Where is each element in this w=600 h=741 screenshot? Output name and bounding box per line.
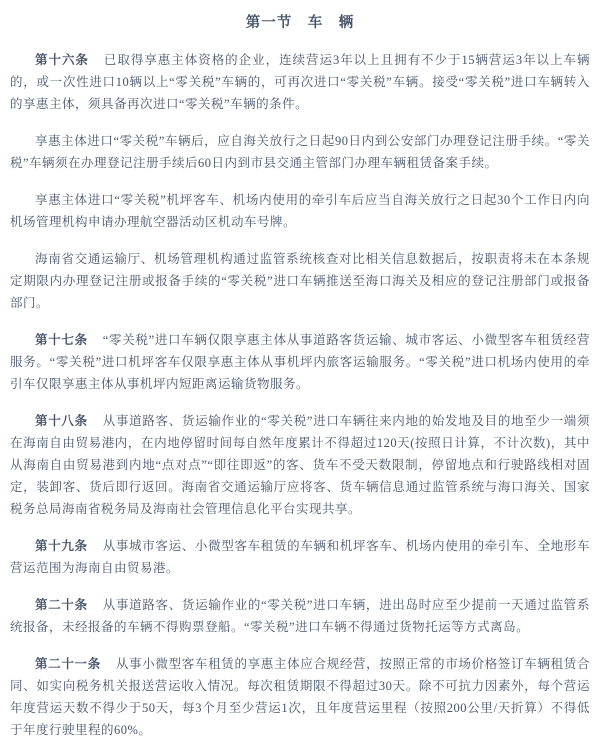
article-19-text: 从事城市客运、小微型客车租赁的车辆和机坪客车、机场内使用的牵引车、全地形车营运范围为海南自由贸易港。 <box>10 539 590 575</box>
document-page <box>0 12 600 737</box>
article-16-supervision-text: 海南省交通运输厅、机场管理机构通过监管系统核查对比相关信息数据后，按职责将未在本条规定期限内办理登记注册或报备手续的“零关税”进口车辆推送至海口海关及相应的登记注册部门或报备部门。 <box>10 252 590 310</box>
paragraph-article-16-registration <box>10 130 590 174</box>
section-title: 第一节 车 辆 <box>245 15 355 31</box>
article-17-label: 第十七条 <box>35 333 88 347</box>
paragraph-article-19 <box>10 535 590 579</box>
article-16-registration-text: 享惠主体进口“零关税”车辆后，应自海关放行之日起90日内到公安部门办理登记注册手续。“零关税”车辆须在办理登记注册手续后60日内到市县交通主管部门办理车辆租赁备案手续。 <box>10 134 590 170</box>
article-20-label: 第二十条 <box>35 598 88 612</box>
article-20-text: 从事道路客、货运输作业的“零关税”进口车辆，进出岛时应至少提前一天通过监管系统报备，未经报备的车辆不得购票登船。“零关税”进口车辆不得通过货物托运等方式离岛。 <box>10 598 590 634</box>
paragraph-article-20 <box>10 594 590 638</box>
article-18-label: 第十八条 <box>35 414 88 428</box>
paragraph-article-16 <box>10 49 590 115</box>
article-16-label: 第十六条 <box>35 53 89 67</box>
paragraph-article-18 <box>10 410 590 520</box>
article-18-text: 从事道路客、货运输作业的“零关税”进口车辆往来内地的始发地及目的地至少一端须在海南自由贸易港内，在内地停留时间每自然年度累计不得超过120天(按照日计算，不计次数)，其中从海南自由贸易港到内地“点对点”“即往即返”的客、货车不受天数限制，停留地点和行驶路线相对固定，装卸客、货后即行返回。海南省交通运输厅应将客、货车辆信息通过监管系统与海口海关、国家税务总局海南省税务局及海南社会管理信息化平台实现共享。 <box>10 414 590 516</box>
article-16-airport-plate-text: 享惠主体进口“零关税”机坪客车、机场内使用的牵引车后应当自海关放行之日起30个工作日内向机场管理机构申请办理航空器活动区机动车号牌。 <box>10 193 590 229</box>
paragraph-article-17 <box>10 329 590 395</box>
article-17-text: “零关税”进口车辆仅限享惠主体从事道路客货运输、城市客运、小微型客车租赁经营服务。“零关税”进口机坪客车仅限享惠主体从事机坪内旅客运输服务。“零关税”进口机场内使用的牵引车仅限享惠主体从事机坪内短距离运输货物服务。 <box>10 333 590 391</box>
article-19-label: 第十九条 <box>35 539 88 553</box>
paragraph-article-16-supervision <box>10 248 590 314</box>
paragraph-article-16-airport-plate <box>10 189 590 233</box>
article-16-text: 已取得享惠主体资格的企业，连续营运3年以上且拥有不少于15辆营运3年以上车辆的，或一次性进口10辆以上“零关税”车辆的，可再次进口“零关税”车辆。接受“零关税”进口车辆转入的享惠主体，须具备再次进口“零关税”车辆的条件。 <box>10 53 590 111</box>
article-21-text: 从事小微型客车租赁的享惠主体应合规经营，按照正常的市场价格签订车辆租赁合同、如实向税务机关报送营运收入情况。每次租赁期限不得超过30天。除不可抗力因素外，每个营运年度营运天数不得少于50天，每3个月至少营运1次，且年度营运里程（按照200公里/天折算）不得低于年度行驶里程的60%。 <box>10 657 590 737</box>
article-21-label: 第二十一条 <box>35 657 101 671</box>
paragraph-article-21 <box>10 653 590 741</box>
